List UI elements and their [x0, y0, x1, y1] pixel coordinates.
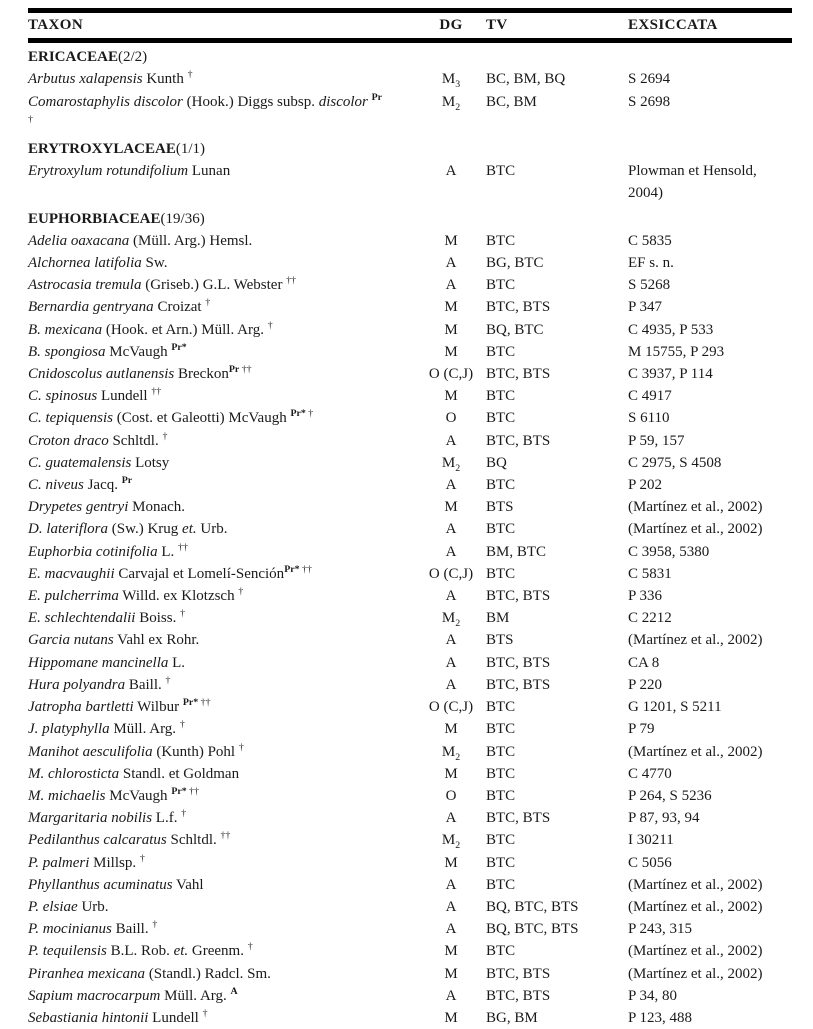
dg-cell: M [444, 943, 458, 960]
taxon-cell: M. chlorosticta Standl. et Goldman [28, 765, 240, 782]
species-row [28, 963, 792, 985]
taxon-cell: C. guatemalensis Lotsy [28, 454, 170, 471]
tv-cell: BTS [486, 632, 514, 649]
exsiccata-cell: C 5831 [628, 565, 672, 582]
exsiccata-cell: (Martínez et al., 2002) [628, 898, 763, 915]
exsiccata-cell: I 30211 [628, 832, 674, 849]
exsiccata-cell: P 243, 315 [628, 921, 693, 938]
tv-cell: BTC [486, 410, 516, 427]
species-row [28, 852, 792, 874]
dg-cell: A [445, 163, 457, 180]
exsiccata-cell: P 34, 80 [628, 987, 678, 1004]
dg-cell: M [444, 232, 458, 249]
species-row [28, 718, 792, 740]
exsiccata-cell: C 5835 [628, 232, 672, 249]
species-row [28, 896, 792, 918]
tv-cell: BQ, BTC, BTS [486, 898, 579, 915]
exsiccata-cell: (Martínez et al., 2002) [628, 743, 763, 760]
dg-cell: $M_2$ [441, 93, 461, 113]
species-row [28, 696, 792, 718]
taxon-cell: Cnidoscolus autlanensis Breckon$^{Pr}$ †† [28, 364, 252, 383]
dg-cell: A [445, 277, 457, 294]
species-row [28, 452, 792, 474]
tv-cell: BTC, BTS [486, 676, 551, 693]
tv-cell: BTC, BTS [486, 588, 551, 605]
tv-cell: BTC [486, 943, 516, 960]
species-row [28, 652, 792, 674]
dg-cell: A [445, 432, 457, 449]
dg-cell: $M_2$ [441, 610, 461, 630]
tv-cell: BTC [486, 787, 516, 804]
exsiccata-cell: S 2698 [628, 93, 671, 110]
tv-cell: BTC, BTS [486, 654, 551, 671]
species-row [28, 629, 792, 651]
family-name: ERYTROXYLACEAE [28, 141, 176, 158]
exsiccata-cell: P 123, 488 [628, 1009, 693, 1026]
dg-cell: A [445, 921, 457, 938]
tv-cell: BTC [486, 699, 516, 716]
dg-cell: $M_3$ [441, 71, 461, 91]
dg-cell: A [445, 477, 457, 494]
family-species-count: (19/36) [160, 210, 205, 227]
exsiccata-cell: S 2694 [628, 71, 671, 88]
exsiccata-cell: C 4917 [628, 388, 672, 405]
taxon-cell: E. schlechtendalii Boiss. † [28, 608, 186, 627]
taxon-cell: E. macvaughii Carvajal et Lomelí-Sención$^{Pr*}$ †† [28, 563, 312, 582]
tv-cell: BTC [486, 854, 516, 871]
dg-cell: A [445, 255, 457, 272]
tv-cell: BTC, BTS [486, 299, 551, 316]
dg-cell: $M_2$ [441, 832, 461, 852]
species-row [28, 91, 792, 135]
tv-cell: BTC [486, 477, 516, 494]
exsiccata-cell: C 4935, P 533 [628, 321, 714, 338]
exsiccata-cell: (Martínez et al., 2002) [628, 876, 763, 893]
dg-cell: M [444, 854, 458, 871]
dg-cell: A [445, 521, 457, 538]
species-row [28, 407, 792, 429]
dg-cell: A [445, 543, 457, 560]
species-row [28, 785, 792, 807]
column-header-taxon: TAXON [28, 17, 84, 33]
exsiccata-cell: G 1201, S 5211 [628, 699, 722, 716]
table-header-row [28, 13, 792, 38]
species-row [28, 385, 792, 407]
dg-cell: A [445, 654, 457, 671]
taxon-cell: P. elsiae Urb. [28, 898, 109, 915]
species-row [28, 474, 792, 496]
dg-cell: O (C,J) [428, 366, 474, 383]
taxon-cell: C. tepiquensis (Cost. et Galeotti) McVaugh $^{Pr*}$ † [28, 408, 314, 427]
taxon-cell: J. platyphylla Müll. Arg. † [28, 719, 185, 738]
taxa-table [28, 8, 792, 1029]
tv-cell: BC, BM, BQ [486, 71, 566, 88]
table-body [28, 46, 792, 1029]
tv-cell: BM [486, 610, 510, 627]
species-row [28, 160, 792, 204]
taxon-cell: Arbutus xalapensis Kunth † [28, 69, 193, 88]
taxon-cell: Drypetes gentryi Monach. [28, 499, 186, 516]
species-row [28, 319, 792, 341]
tv-cell: BTC [486, 721, 516, 738]
taxon-cell: Margaritaria nobilis L.f. † [28, 808, 187, 827]
taxon-cell: Sebastiania hintonii Lundell † [28, 1007, 208, 1026]
taxon-cell: Bernardia gentryana Croizat † [28, 297, 211, 316]
species-row [28, 585, 792, 607]
species-row [28, 674, 792, 696]
tv-cell: BQ, BTC [486, 321, 544, 338]
tv-cell: BTC [486, 876, 516, 893]
tv-cell: BM, BTC [486, 543, 547, 560]
taxon-cell: Jatropha bartletti Wilbur $^{Pr*}$ †† [28, 697, 211, 716]
dg-cell: M [444, 499, 458, 516]
tv-cell: BQ, BTC, BTS [486, 921, 579, 938]
species-row [28, 430, 792, 452]
dg-cell: M [444, 343, 458, 360]
exsiccata-cell: Plowman et Hensold, 2004) [628, 163, 757, 202]
taxon-cell: D. lateriflora (Sw.) Krug et. Urb. [28, 521, 228, 538]
taxon-cell: Adelia oaxacana (Müll. Arg.) Hemsl. [28, 232, 253, 249]
species-row [28, 541, 792, 563]
family-name: EUPHORBIACEAE [28, 210, 161, 227]
taxon-cell: E. pulcherrima Willd. ex Klotzsch † [28, 586, 244, 605]
dg-cell: A [445, 810, 457, 827]
tv-cell: BQ [486, 454, 507, 471]
taxon-cell: M. michaelis McVaugh $^{Pr*}$ †† [28, 785, 200, 804]
family-species-count: (2/2) [118, 49, 148, 66]
exsiccata-cell: S 5268 [628, 277, 671, 294]
exsiccata-cell: (Martínez et al., 2002) [628, 965, 763, 982]
exsiccata-cell: P 87, 93, 94 [628, 810, 700, 827]
tv-cell: BTC [486, 388, 516, 405]
exsiccata-cell: P 79 [628, 721, 655, 738]
tv-cell: BC, BM [486, 93, 537, 110]
species-row [28, 68, 792, 90]
tv-cell: BTC, BTS [486, 432, 551, 449]
species-row [28, 940, 792, 962]
species-row [28, 741, 792, 763]
exsiccata-cell: C 2212 [628, 610, 672, 627]
dg-cell: A [445, 898, 457, 915]
taxon-cell: Croton draco Schltdl. † [28, 430, 168, 449]
species-row [28, 985, 792, 1007]
tv-cell: BTC [486, 521, 516, 538]
tv-cell: BTC, BTS [486, 810, 551, 827]
exsiccata-cell: CA 8 [628, 654, 660, 671]
taxon-cell: P. mocinianus Baill. † [28, 919, 158, 938]
dg-cell: A [445, 632, 457, 649]
exsiccata-cell: P 220 [628, 676, 663, 693]
taxon-cell: C. spinosus Lundell †† [28, 386, 162, 405]
species-row [28, 918, 792, 940]
taxon-cell: Alchornea latifolia Sw. [28, 255, 168, 272]
species-row [28, 341, 792, 363]
species-row [28, 252, 792, 274]
taxon-cell: Hippomane mancinella L. [28, 654, 186, 671]
tv-cell: BTC [486, 765, 516, 782]
tv-cell: BTC [486, 743, 516, 760]
exsiccata-cell: (Martínez et al., 2002) [628, 499, 763, 516]
species-row [28, 518, 792, 540]
family-row [28, 138, 792, 160]
tv-cell: BTC [486, 343, 516, 360]
tv-cell: BTC [486, 565, 516, 582]
dg-cell: M [444, 321, 458, 338]
dg-cell: M [444, 721, 458, 738]
tv-cell: BTC [486, 832, 516, 849]
family-name: ERICACEAE [28, 49, 119, 66]
taxon-cell: Piranhea mexicana (Standl.) Radcl. Sm. [28, 965, 271, 982]
exsiccata-cell: P 264, S 5236 [628, 787, 712, 804]
exsiccata-cell: C 3958, 5380 [628, 543, 710, 560]
exsiccata-cell: EF s. n. [628, 255, 674, 272]
taxon-cell: Pedilanthus calcaratus Schltdl. †† [28, 830, 231, 849]
exsiccata-cell: C 3937, P 114 [628, 366, 713, 383]
column-header-exsiccata: EXSICCATA [628, 17, 718, 33]
species-row [28, 763, 792, 785]
dg-cell: O (C,J) [428, 699, 474, 716]
exsiccata-cell: M 15755, P 293 [628, 343, 725, 360]
species-row [28, 1007, 792, 1029]
exsiccata-cell: C 2975, S 4508 [628, 454, 722, 471]
dg-cell: M [444, 388, 458, 405]
dg-cell: M [444, 965, 458, 982]
taxon-cell: Sapium macrocarpum Müll. Arg. $^A$ [28, 985, 238, 1004]
taxon-cell: Comarostaphylis discolor (Hook.) Diggs subsp. discolor $^{Pr}$ † [28, 91, 383, 125]
tv-cell: BTS [486, 499, 514, 516]
tv-cell: BTC, BTS [486, 987, 551, 1004]
species-row [28, 230, 792, 252]
taxon-cell: C. niveus Jacq. $^{Pr}$ [28, 475, 133, 494]
family-species-count: (1/1) [175, 141, 205, 158]
table-header-rule [28, 38, 792, 43]
family-row [28, 46, 792, 68]
family-row [28, 208, 792, 230]
species-row [28, 363, 792, 385]
exsiccata-cell: (Martínez et al., 2002) [628, 632, 763, 649]
species-row [28, 296, 792, 318]
taxon-cell: B. mexicana (Hook. et Arn.) Müll. Arg. † [28, 319, 273, 338]
tv-cell: BG, BTC [486, 255, 544, 272]
taxon-cell: Erytroxylum rotundifolium Lunan [28, 163, 231, 180]
species-row [28, 874, 792, 896]
tv-cell: BTC [486, 277, 516, 294]
dg-cell: A [445, 876, 457, 893]
taxon-cell: P. tequilensis B.L. Rob. et. Greenm. † [28, 941, 253, 960]
dg-cell: M [444, 299, 458, 316]
taxon-cell: Astrocasia tremula (Griseb.) G.L. Webster †† [28, 275, 297, 294]
exsiccata-cell: P 336 [628, 588, 663, 605]
dg-cell: A [445, 676, 457, 693]
exsiccata-cell: S 6110 [628, 410, 670, 427]
exsiccata-cell: (Martínez et al., 2002) [628, 521, 763, 538]
dg-cell: O (C,J) [428, 565, 474, 582]
dg-cell: $M_2$ [441, 743, 461, 763]
species-row [28, 563, 792, 585]
taxon-cell: Manihot aesculifolia (Kunth) Pohl † [28, 741, 244, 760]
taxon-cell: Hura polyandra Baill. † [28, 674, 171, 693]
exsiccata-cell: P 202 [628, 477, 663, 494]
tv-cell: BG, BM [486, 1009, 538, 1026]
species-row [28, 496, 792, 518]
column-header-dg: DG [439, 17, 463, 33]
taxon-cell: Phyllanthus acuminatus Vahl [28, 876, 204, 893]
taxon-cell: B. spongiosa McVaugh $^{Pr*}$ [28, 341, 187, 360]
dg-cell: M [444, 1009, 458, 1026]
dg-cell: $M_2$ [441, 454, 461, 474]
dg-cell: M [444, 765, 458, 782]
exsiccata-cell: (Martínez et al., 2002) [628, 943, 763, 960]
exsiccata-cell: C 4770 [628, 765, 672, 782]
tv-cell: BTC, BTS [486, 965, 551, 982]
dg-cell: O [445, 410, 457, 427]
dg-cell: A [445, 588, 457, 605]
species-row [28, 274, 792, 296]
taxon-cell: Garcia nutans Vahl ex Rohr. [28, 632, 200, 649]
dg-cell: O [445, 787, 457, 804]
species-row [28, 829, 792, 851]
tv-cell: BTC [486, 232, 516, 249]
species-row [28, 807, 792, 829]
exsiccata-cell: C 5056 [628, 854, 672, 871]
exsiccata-cell: P 59, 157 [628, 432, 685, 449]
tv-cell: BTC, BTS [486, 366, 551, 383]
exsiccata-cell: P 347 [628, 299, 663, 316]
species-row [28, 607, 792, 629]
taxon-cell: P. palmeri Millsp. † [28, 852, 145, 871]
column-header-tv: TV [486, 17, 508, 33]
taxon-cell: Euphorbia cotinifolia L. †† [28, 541, 188, 560]
dg-cell: A [445, 987, 457, 1004]
tv-cell: BTC [486, 163, 516, 180]
